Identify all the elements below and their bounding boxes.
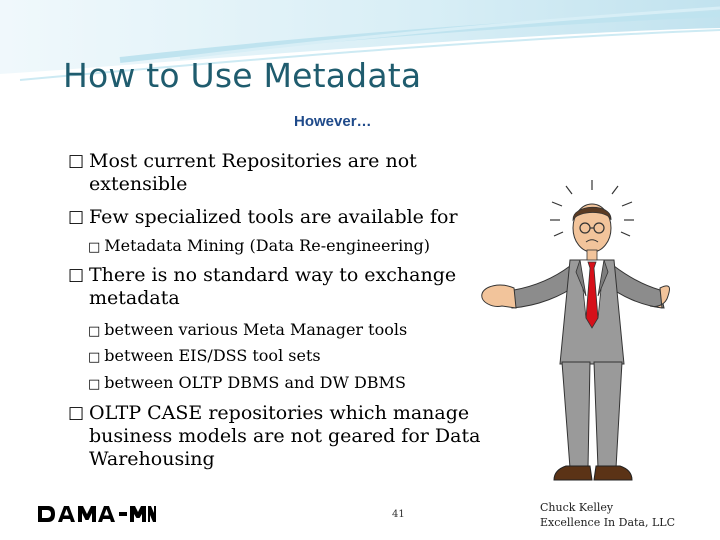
author-name: Chuck Kelley	[540, 501, 614, 514]
bullet-text: OLTP CASE repositories which manage business models are not geared for Data Warehousing	[89, 402, 481, 470]
bullet-item	[68, 402, 528, 471]
sub-bullet-item	[88, 346, 508, 368]
dama-mn-logo	[36, 503, 156, 525]
sub-bullet-marker-icon: □	[88, 350, 101, 365]
bullet-text: There is no standard way to exchange metadata	[89, 264, 457, 309]
author-credit	[540, 500, 675, 530]
sub-bullet-marker-icon: □	[88, 240, 101, 255]
bullet-marker-icon: □	[68, 403, 85, 423]
slide-title: How to Use Metadata	[63, 56, 422, 95]
bullet-marker-icon: □	[68, 207, 85, 227]
sub-bullet-marker-icon: □	[88, 324, 101, 339]
bullet-item	[68, 206, 528, 229]
sub-bullet-text: Metadata Mining (Data Re-engineering)	[104, 236, 431, 255]
sub-bullet-marker-icon: □	[88, 377, 101, 392]
bullet-marker-icon: □	[68, 151, 85, 171]
bullet-text: Most current Repositories are not extensible	[89, 150, 417, 195]
bullet-item	[68, 150, 528, 196]
author-company: Excellence In Data, LLC	[540, 516, 676, 529]
sub-bullet-text: between various Meta Manager tools	[104, 320, 408, 339]
sub-bullet-item	[88, 320, 508, 342]
sub-bullet-item	[88, 373, 508, 395]
bullet-marker-icon: □	[68, 265, 85, 285]
confused-businessman-illustration	[474, 168, 670, 490]
sub-bullet-text: between OLTP DBMS and DW DBMS	[104, 373, 406, 392]
sub-bullet-text: between EIS/DSS tool sets	[104, 346, 321, 365]
bullet-item	[68, 264, 528, 310]
bullet-text: Few specialized tools are available for	[89, 206, 458, 228]
slide-subtitle: However…	[294, 113, 372, 130]
page-number: 41	[392, 509, 405, 520]
sub-bullet-item	[88, 236, 508, 258]
